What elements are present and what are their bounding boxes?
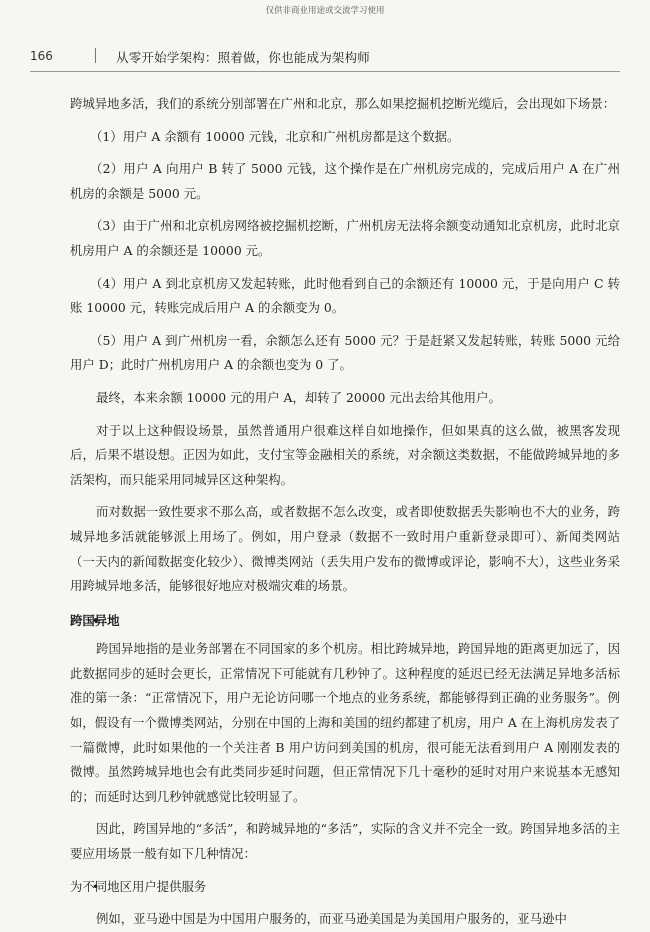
final-paragraph: 最终，本来余额 10000 元的用户 A，却转了 20000 元出去给其他用户。 (96, 389, 501, 405)
crosscountry-paragraph: 跨国异地指的是业务部署在不同国家的多个机房。相比跨城异地，跨国异地的距离更加远了，因此数据同步的延时会更长，正常情况下可能就有几秒钟了。这种程度的延迟已经无法满足异地多活标准的第一条：“正常情况下，用户无论访问哪一个地点的业务系统，都能够得到正确的业务服务”。例如，假设有一个微博类网站，分别在中国的上海和美国的纽约都建了机房，用户 A 在上海机房发表了一篇微博，此时如果他的一个关注者 B 用户访问到美国的机房，很可能无法看到用户 A 刚刚发表的微博。虽然跨城异地也会有此类同步延时问题，但正常情况下几十毫秒的延时对用户来说基本无感知的；而延时达到几秒钟就感觉比较明显了。 (70, 641, 620, 804)
book-title: 从零开始学架构：照着做，你也能成为架构师 (116, 50, 371, 65)
page-number: 166 (30, 49, 53, 63)
header-separator (95, 48, 96, 63)
therefore-paragraph: 因此，跨国异地的“多活”，和跨城异地的“多活”，实际的含义并不完全一致。跨国异地多活的主要应用场景一般有如下几种情况： (70, 821, 620, 862)
scenario-item-1: （1）用户 A 余额有 10000 元钱，北京和广州机房都是这个数据。 (90, 128, 460, 144)
header-rule (30, 71, 620, 72)
scenario-item-2: （2）用户 A 向用户 B 转了 5000 元钱，这个操作是在广州机房完成的，完成后用户 A 在广州机房的余额是 5000 元。 (70, 161, 620, 201)
banking-paragraph: 对于以上这种假设场景，虽然普通用户很难这样自如地操作，但如果真的这么做，被黑客发现后，后果不堪设想。正因为如此，支付宝等金融相关的系统，对余额这类数据，不能做跨城异地的多活架构，而只能采用同城异区这种架构。 (70, 422, 620, 487)
watermark-text: 仅供非商业用途或交流学习使用 (265, 6, 385, 16)
tolerant-paragraph: 而对数据一致性要求不那么高，或者数据不怎么改变，或者即使数据丢失影响也不大的业务，跨城异地多活就能够派上用场了。例如，用户登录（数据不一致时用户重新登录即可）、新闻类网站（一天内的新闻数据变化较少）、微博类网站（丢失用户发布的微博或评论，影响不大），这些业务采用跨城异地多活，能够很好地应对极端灾难的场景。 (70, 504, 620, 594)
section-bullet-heading: • 跨国异地 (70, 609, 620, 634)
scenario-item-3: （3）由于广州和北京机房网络被挖掘机挖断，广州机房无法将余额变动通知北京机房，此时北京机房用户 A 的余额还是 10000 元。 (70, 218, 620, 258)
sub-bullet-item: • 为不同地区用户提供服务 (70, 875, 620, 900)
amazon-paragraph: 例如，亚马逊中国是为中国用户服务的，而亚马逊美国是为美国用户服务的，亚马逊中 (96, 911, 567, 927)
page-body (70, 92, 620, 932)
scenario-item-5: （5）用户 A 到广州机房一看，余额怎么还有 5000 元？于是赶紧又发起转账，转账 5000 元给用户 D；此时广州机房用户 A 的余额也变为 0 了。 (70, 332, 620, 373)
scenario-item-4: （4）用户 A 到北京机房又发起转账，此时他看到自己的余额还有 10000 元，于是向用户 C 转账 10000 元，转账完成后用户 A 的余额变为 0。 (70, 275, 620, 316)
page-header (30, 48, 620, 66)
intro-paragraph: 跨城异地多活，我们的系统分别部署在广州和北京，那么如果挖掘机挖断光缆后，会出现如下场景： (70, 96, 616, 111)
